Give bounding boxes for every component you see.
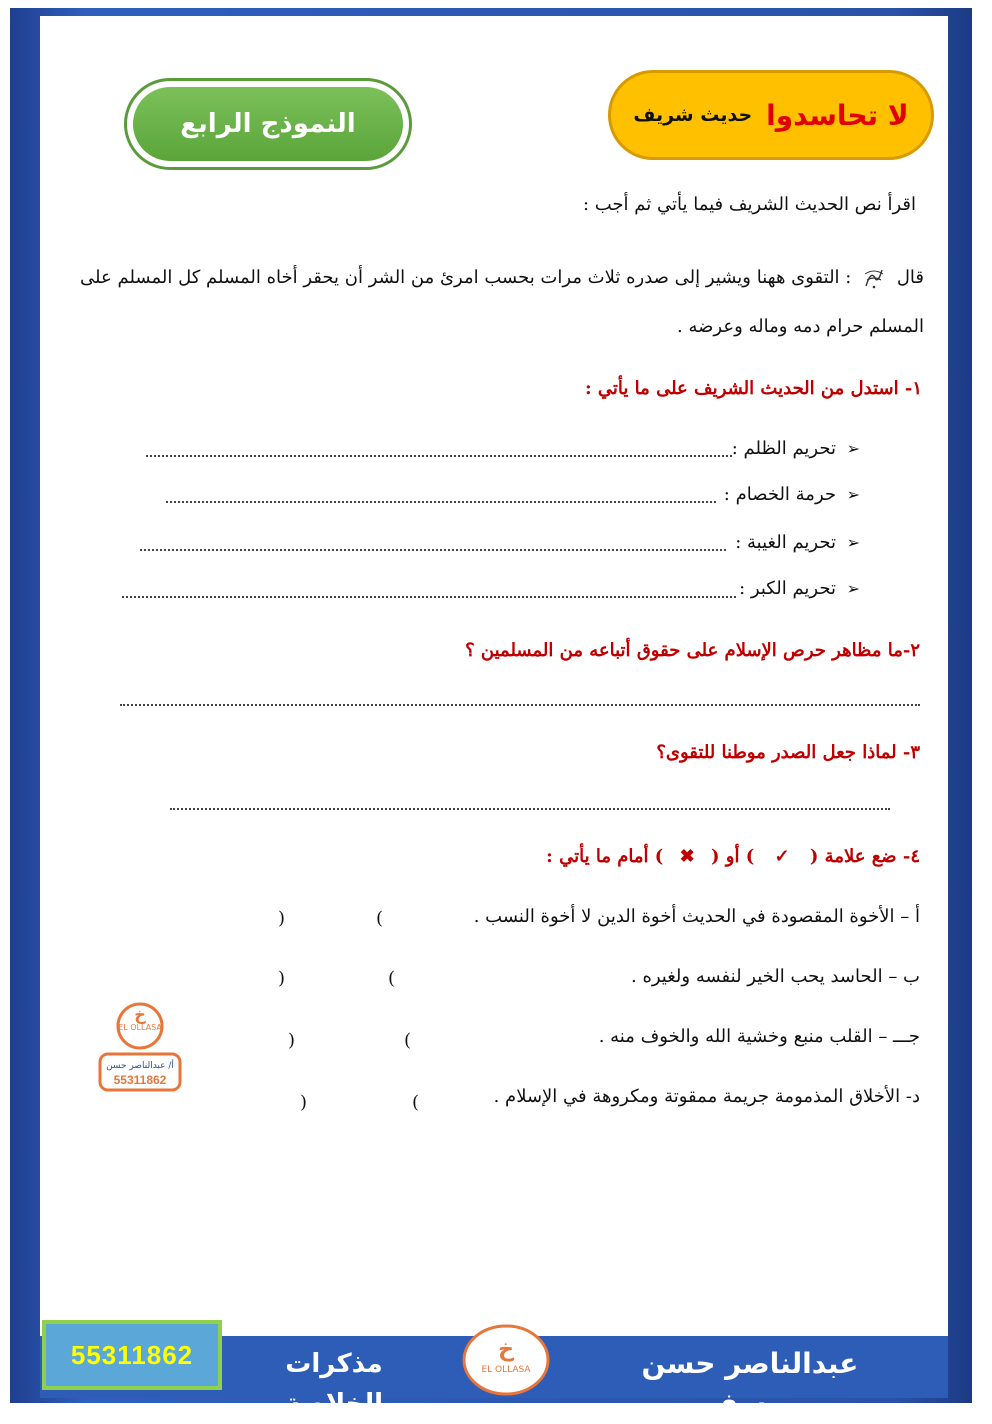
model-label-pill bbox=[124, 78, 412, 170]
q4-item-c-answer-open[interactable]: ( bbox=[404, 1030, 412, 1051]
arrow-bullet-icon: ➢ bbox=[846, 533, 860, 552]
hadith-line-2: المسلم حرام دمه وماله وعرضه . bbox=[677, 316, 924, 337]
hadith-title: لا تحاسدوا bbox=[766, 98, 909, 132]
q2-title: ٢-ما مظاهر حرص الإسلام على حقوق أتباعه من المسلمين ؟ bbox=[465, 640, 920, 661]
stamp-letter: خ bbox=[134, 1005, 146, 1024]
q3-answer-line[interactable] bbox=[170, 808, 890, 810]
hadith-prefix: قال bbox=[896, 267, 924, 288]
stamp-brand: EL OLLASA bbox=[118, 1023, 162, 1032]
footer-brand: مذكرات الخلاصة bbox=[284, 1349, 384, 1419]
footer-logo bbox=[460, 1320, 552, 1396]
q4-title-end: ) أمام ما يأتي : bbox=[546, 846, 664, 867]
footer-phone-box bbox=[42, 1320, 222, 1390]
hadith-type: حديث شريف bbox=[633, 104, 753, 126]
q4-item-b-answer-open[interactable]: ( bbox=[388, 968, 396, 989]
model-label: النموذج الرابع bbox=[133, 87, 403, 161]
q4-item-c-answer-close[interactable]: ) bbox=[288, 1030, 296, 1051]
footer-logo-letter: خ bbox=[498, 1337, 514, 1362]
stamp-phone: 55311862 bbox=[113, 1073, 167, 1087]
cross-icon: ✖ bbox=[679, 846, 695, 867]
q4-item-a-answer-open[interactable]: ( bbox=[376, 908, 384, 929]
q4-item-b: ب – الحاسد يحب الخير لنفسه ولغيره . bbox=[631, 966, 920, 987]
q4-title bbox=[546, 846, 920, 867]
stamp-teacher: أ/ عبدالناصر حسن bbox=[106, 1061, 174, 1071]
instruction: اقرأ نص الحديث الشريف فيما يأتي ثم أجب : bbox=[582, 194, 916, 215]
q4-item-c: جـــ – القلب منبع وخشية الله والخوف منه . bbox=[598, 1026, 920, 1047]
q1-item-2-label: حرمة الخصام : bbox=[723, 484, 836, 505]
q4-item-d: د- الأخلاق المذمومة جريمة ممقوتة ومكروهة في الإسلام . bbox=[493, 1086, 920, 1107]
footer-phone: 55311862 bbox=[70, 1339, 194, 1370]
q1-item-3-label: تحريم الغيبة : bbox=[735, 532, 836, 553]
hadith-text-1: : التقوى ههنا ويشير إلى صدره ثلاث مرات بحسب امرئ من الشر أن يحقر أخاه المسلم كل المسلم على bbox=[80, 267, 852, 288]
footer-logo-text: EL OLLASA bbox=[481, 1365, 531, 1375]
hadith-title-pill bbox=[608, 70, 934, 160]
q4-item-d-answer-open[interactable]: ( bbox=[412, 1092, 420, 1113]
q1-answer-line-3[interactable] bbox=[140, 549, 726, 551]
q1-answer-line-1[interactable] bbox=[146, 455, 732, 457]
q4-item-d-answer-close[interactable]: ) bbox=[300, 1092, 308, 1113]
arrow-bullet-icon: ➢ bbox=[846, 439, 860, 458]
q4-title-start: ٤- ضع علامة ( bbox=[809, 846, 920, 867]
q2-answer-line[interactable] bbox=[120, 704, 920, 706]
q1-item-1-label: تحريم الظلم : bbox=[731, 438, 836, 459]
q1-item-2 bbox=[724, 484, 860, 505]
hadith-line-1 bbox=[80, 266, 924, 290]
pbuh-calligraphy-icon bbox=[863, 266, 885, 290]
q4-title-mid: ) أو ( bbox=[710, 846, 755, 867]
arrow-bullet-icon: ➢ bbox=[846, 579, 860, 598]
q4-item-a: أ – الأخوة المقصودة في الحديث أخوة الدين لا أخوة النسب . bbox=[473, 906, 920, 927]
checkmark-icon: ✓ bbox=[774, 846, 790, 867]
q1-item-4 bbox=[739, 578, 860, 599]
arrow-bullet-icon: ➢ bbox=[846, 485, 860, 504]
footer-author: عبدالناصر حسن يوسف bbox=[641, 1347, 859, 1420]
teacher-stamp-logo bbox=[98, 1000, 182, 1094]
q1-item-4-label: تحريم الكبر : bbox=[739, 578, 836, 599]
q1-answer-line-4[interactable] bbox=[122, 596, 736, 598]
q1-title: ١- استدل من الحديث الشريف على ما يأتي : bbox=[585, 378, 922, 399]
q1-item-1 bbox=[732, 438, 860, 459]
q1-item-3 bbox=[735, 532, 860, 553]
q4-item-b-answer-close[interactable]: ) bbox=[278, 968, 286, 989]
q3-title: ٣- لماذا جعل الصدر موطنا للتقوى؟ bbox=[656, 742, 920, 763]
q1-answer-line-2[interactable] bbox=[166, 501, 716, 503]
q4-item-a-answer-close[interactable]: ) bbox=[278, 908, 286, 929]
